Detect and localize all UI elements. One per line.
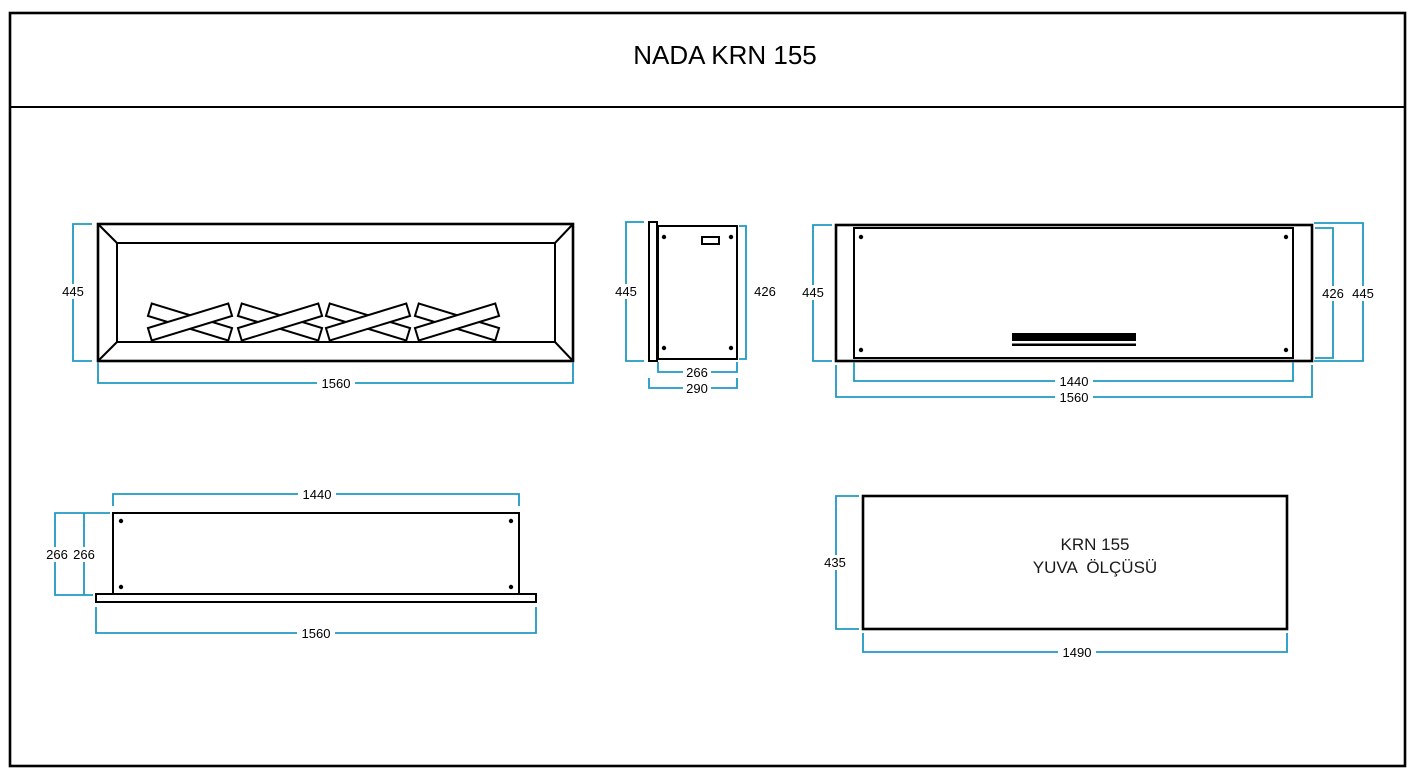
mounting-hole [729, 235, 733, 239]
niche-label-line2: YUVA ÖLÇÜSÜ [1032, 558, 1158, 577]
top-flange-plate [96, 594, 536, 602]
mounting-hole [509, 585, 513, 589]
mounting-hole [859, 348, 863, 352]
drawing-title: NADA KRN 155 [633, 40, 817, 70]
side-total-depth-dim-label: 290 [686, 381, 708, 396]
miter-line [98, 342, 117, 361]
niche-label-line1: KRN 155 [1060, 535, 1130, 554]
front-outer-frame [98, 224, 573, 361]
niche-height-dim-label: 435 [824, 555, 846, 570]
top-inner-width-dim-label: 1440 [302, 487, 332, 502]
niche-size-view [821, 496, 1287, 660]
side-body-height-dim-label: 426 [754, 284, 776, 299]
front-width-dim-label: 1560 [321, 376, 351, 391]
miter-line [98, 224, 117, 243]
back-view [799, 223, 1377, 405]
burner-bar [1012, 333, 1136, 341]
side-body-height-dim-line [739, 226, 746, 359]
side-slot [702, 237, 719, 244]
mounting-hole [729, 346, 733, 350]
top-body [113, 513, 519, 594]
top-width-dim-label: 1560 [301, 626, 331, 641]
mounting-hole [662, 235, 666, 239]
top-depth-inner-dim-label: 266 [73, 547, 95, 562]
miter-line [555, 342, 573, 361]
log-pair [326, 304, 410, 341]
mounting-hole [1284, 235, 1288, 239]
mounting-hole [509, 519, 513, 523]
side-body [658, 226, 737, 359]
side-body-depth-dim-label: 266 [686, 365, 708, 380]
side-view [612, 222, 779, 396]
miter-line [555, 224, 573, 243]
back-inner-width-dim-label: 1440 [1059, 374, 1089, 389]
front-height-dim-label: 445 [62, 284, 84, 299]
back-inner-height-dim-label: 426 [1322, 286, 1344, 301]
top-depth-outer-dim-label: 266 [46, 547, 68, 562]
side-flange [649, 222, 657, 361]
log-pair [238, 304, 322, 341]
front-view [59, 224, 573, 391]
log-pair [148, 304, 232, 341]
burner-bar-line [1012, 344, 1136, 347]
log-pair [415, 304, 499, 341]
back-width-dim-label: 1560 [1059, 390, 1089, 405]
niche-width-dim-label: 1490 [1062, 645, 1092, 660]
mounting-hole [119, 519, 123, 523]
top-view [43, 487, 536, 641]
side-height-dim-label: 445 [615, 284, 637, 299]
mounting-hole [662, 346, 666, 350]
mounting-hole [1284, 348, 1288, 352]
mounting-hole [119, 585, 123, 589]
back-height-left-dim-label: 445 [802, 285, 824, 300]
back-height-right-dim-label: 445 [1352, 286, 1374, 301]
mounting-hole [859, 235, 863, 239]
